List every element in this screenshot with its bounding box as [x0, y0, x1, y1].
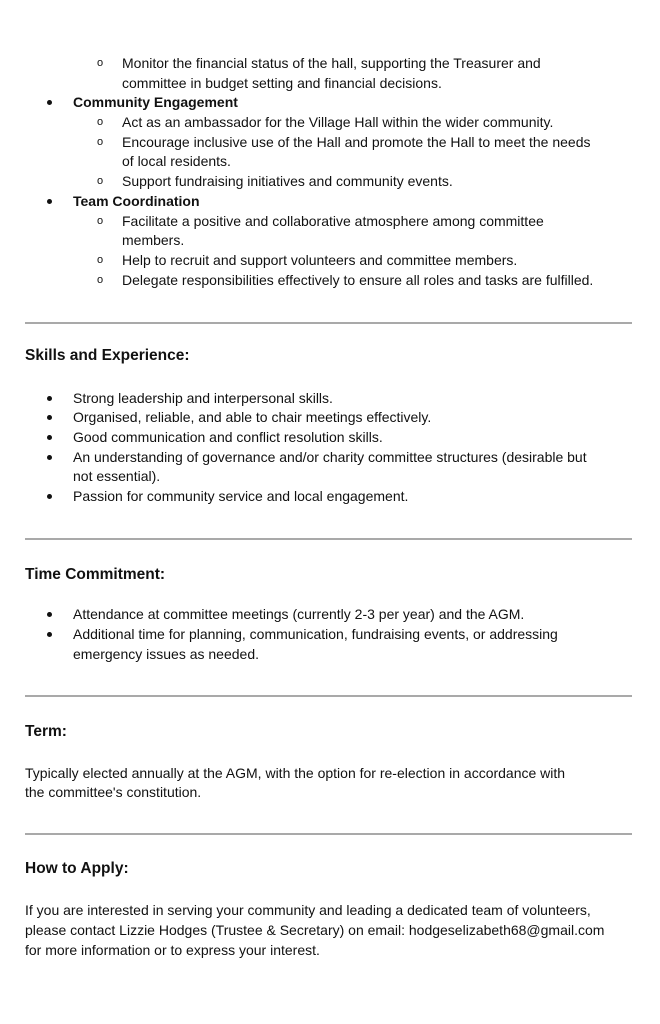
section-divider [25, 322, 632, 324]
sub-bullet-marker: o [97, 175, 104, 187]
bullet-marker [47, 396, 52, 401]
sub-bullet-text: Delegate responsibilities effectively to ensure all roles and tasks are fulfilled. [122, 272, 594, 288]
skills-item: An understanding of governance and/or charity committee structures (desirable but [73, 449, 587, 465]
sub-bullet-text: Support fundraising initiatives and community events. [122, 173, 453, 189]
sub-bullet-marker: o [97, 254, 104, 266]
bullet-marker [47, 612, 52, 617]
skills-item: Good communication and conflict resolution skills. [73, 429, 383, 445]
sub-bullet-marker: o [97, 57, 104, 69]
sub-bullet-marker: o [97, 116, 104, 128]
skills-item: Passion for community service and local engagement. [73, 488, 409, 504]
term-paragraph-line: Typically elected annually at the AGM, with the option for re-election in accordance with [25, 765, 566, 781]
bullet-marker [47, 100, 52, 105]
section-divider [25, 833, 632, 835]
apply-paragraph-line: If you are interested in serving your community and leading a dedicated team of volunteers, [25, 902, 591, 918]
bullet-marker [47, 494, 52, 499]
time-item: emergency issues as needed. [73, 646, 259, 662]
section-divider [25, 538, 632, 540]
how-to-apply-heading: How to Apply: [25, 860, 129, 877]
sub-bullet-text: Act as an ambassador for the Village Hall within the wider community. [122, 114, 554, 130]
sub-bullet-text: Help to recruit and support volunteers and committee members. [122, 252, 518, 268]
community-engagement-label: Community Engagement [73, 94, 238, 110]
apply-paragraph-line: please contact Lizzie Hodges (Trustee & Secretary) on email: hodgeselizabeth68@gmail.com [25, 922, 605, 938]
team-coordination-label: Team Coordination [73, 193, 200, 209]
apply-paragraph-line: for more information or to express your interest. [25, 942, 320, 958]
skills-item: Organised, reliable, and able to chair meetings effectively. [73, 409, 432, 425]
sub-bullet-text: of local residents. [122, 153, 231, 169]
bullet-marker [47, 199, 52, 204]
bullet-marker [47, 455, 52, 460]
bullet-marker [47, 435, 52, 440]
sub-bullet-text: Facilitate a positive and collaborative atmosphere among committee [122, 213, 544, 229]
sub-bullet-text: Encourage inclusive use of the Hall and promote the Hall to meet the needs [122, 134, 591, 150]
sub-bullet-text: committee in budget setting and financial decisions. [122, 75, 442, 91]
skills-item: not essential). [73, 468, 161, 484]
sub-bullet-marker: o [97, 136, 104, 148]
sub-bullet-marker: o [97, 274, 104, 286]
bullet-marker [47, 415, 52, 420]
sub-bullet-text: members. [122, 232, 185, 248]
sub-bullet-marker: o [97, 215, 104, 227]
skills-heading: Skills and Experience: [25, 347, 190, 364]
time-item: Additional time for planning, communication, fundraising events, or addressing [73, 626, 558, 642]
skills-item: Strong leadership and interpersonal skills. [73, 390, 333, 406]
section-divider [25, 695, 632, 697]
sub-bullet-text: Monitor the financial status of the hall, supporting the Treasurer and [122, 55, 541, 71]
term-paragraph-line: the committee's constitution. [25, 784, 202, 800]
time-item: Attendance at committee meetings (currently 2-3 per year) and the AGM. [73, 606, 525, 622]
term-heading: Term: [25, 723, 67, 740]
time-commitment-heading: Time Commitment: [25, 566, 166, 583]
bullet-marker [47, 632, 52, 637]
